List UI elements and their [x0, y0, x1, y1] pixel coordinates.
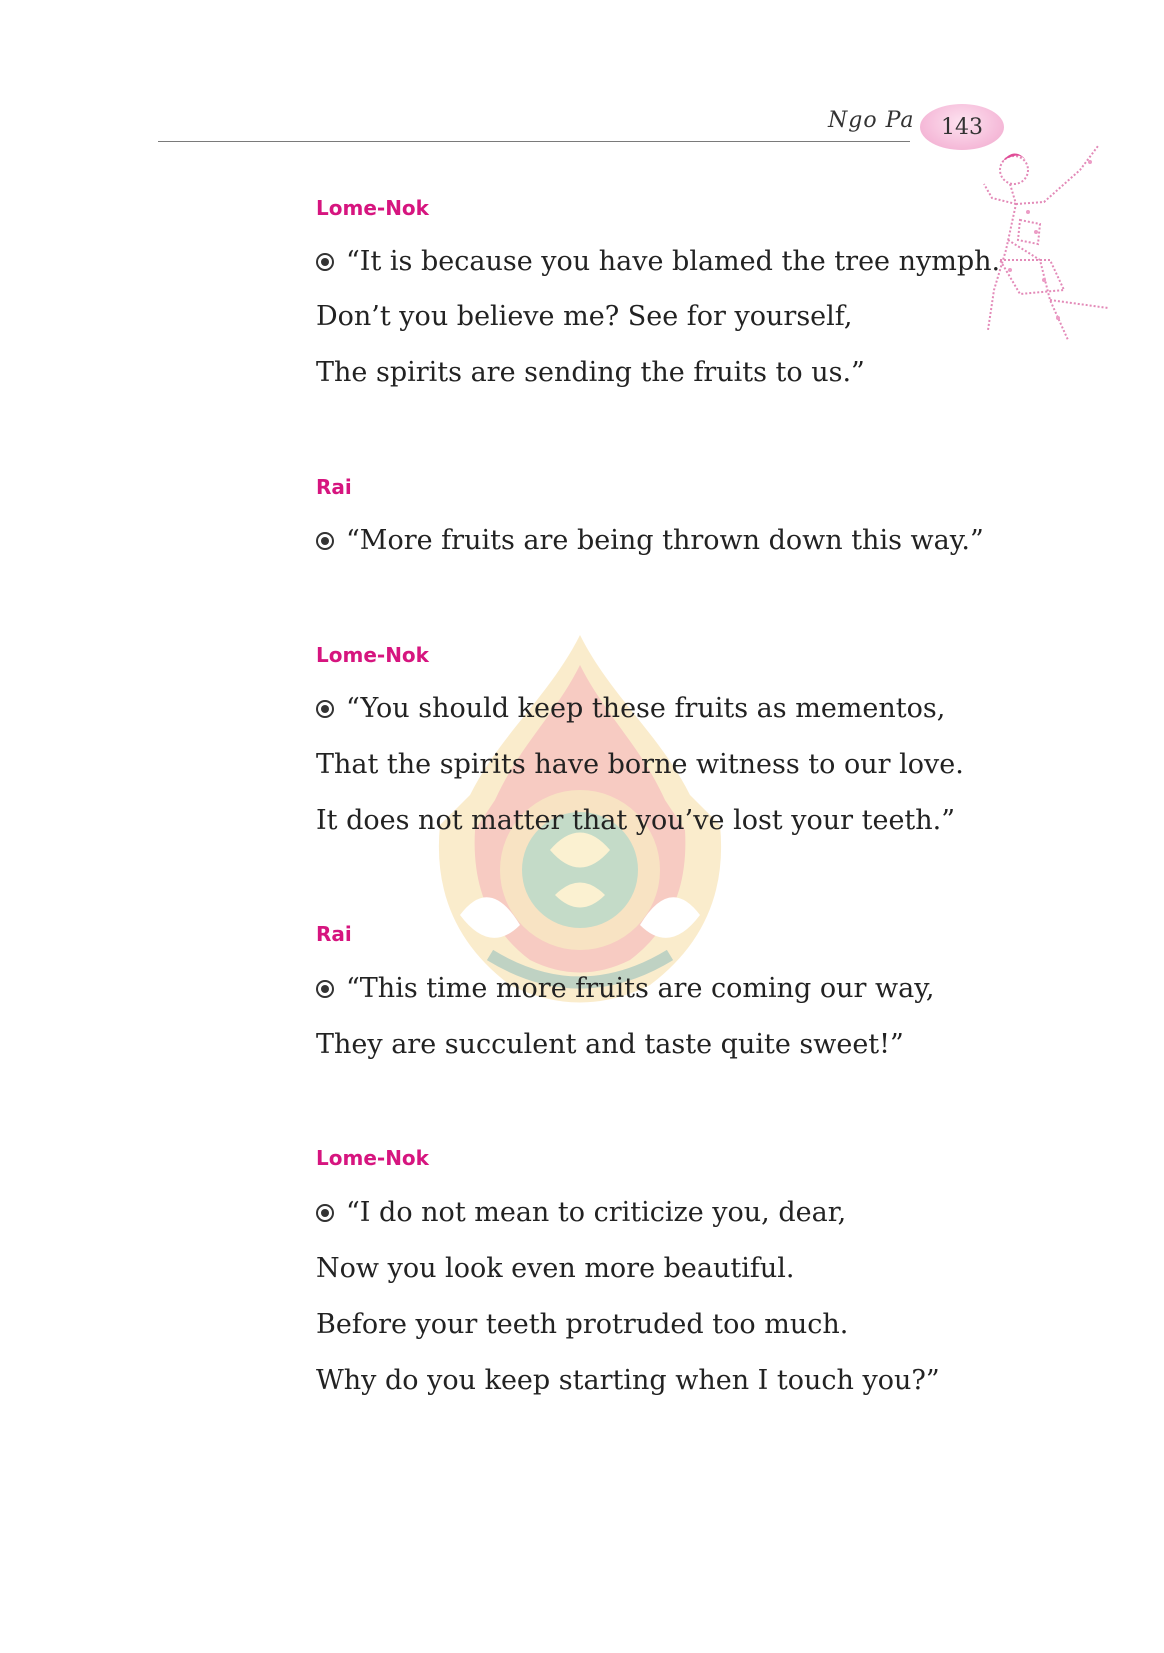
verse-line: Why do you keep starting when I touch you?”	[316, 1365, 940, 1396]
speaker-name: Lome-Nok	[316, 643, 429, 667]
bullet-icon	[316, 700, 334, 718]
verse-line: Don’t you believe me? See for yourself,	[316, 301, 853, 332]
verse-line-text: “More fruits are being thrown down this way.”	[346, 525, 984, 556]
speaker-name: Rai	[316, 475, 352, 499]
verse-line: Before your teeth protruded too much.	[316, 1309, 849, 1340]
verse-line-text: “It is because you have blamed the tree nymph.	[346, 246, 1001, 277]
bullet-icon	[316, 980, 334, 998]
header-rule	[158, 141, 910, 142]
bullet-icon	[316, 532, 334, 550]
verse-line-text: “You should keep these fruits as mementos,	[346, 693, 946, 724]
verse-line: They are succulent and taste quite sweet!”	[316, 1029, 904, 1060]
speaker-name: Rai	[316, 922, 352, 946]
verse-line-text: “This time more fruits are coming our way,	[346, 973, 935, 1004]
speaker-name: Lome-Nok	[316, 1146, 429, 1170]
verse-line: The spirits are sending the fruits to us.”	[316, 357, 865, 388]
verse-line	[316, 975, 935, 1002]
verse-line	[316, 1199, 846, 1226]
verse-line: Now you look even more beautiful.	[316, 1253, 795, 1284]
speaker-name: Lome-Nok	[316, 196, 429, 220]
page-number: 143	[941, 114, 983, 140]
running-title: Ngo Pa	[828, 108, 915, 133]
verse-line: It does not matter that you’ve lost your teeth.”	[316, 805, 956, 836]
verse-line: That the spirits have borne witness to our love.	[316, 749, 964, 780]
dancer-illustration	[980, 140, 1120, 345]
verse-line	[316, 248, 1000, 275]
bullet-icon	[316, 1204, 334, 1222]
bullet-icon	[316, 253, 334, 271]
verse-line	[316, 695, 945, 722]
verse-line-text: “I do not mean to criticize you, dear,	[346, 1197, 847, 1228]
verse-line	[316, 527, 984, 554]
